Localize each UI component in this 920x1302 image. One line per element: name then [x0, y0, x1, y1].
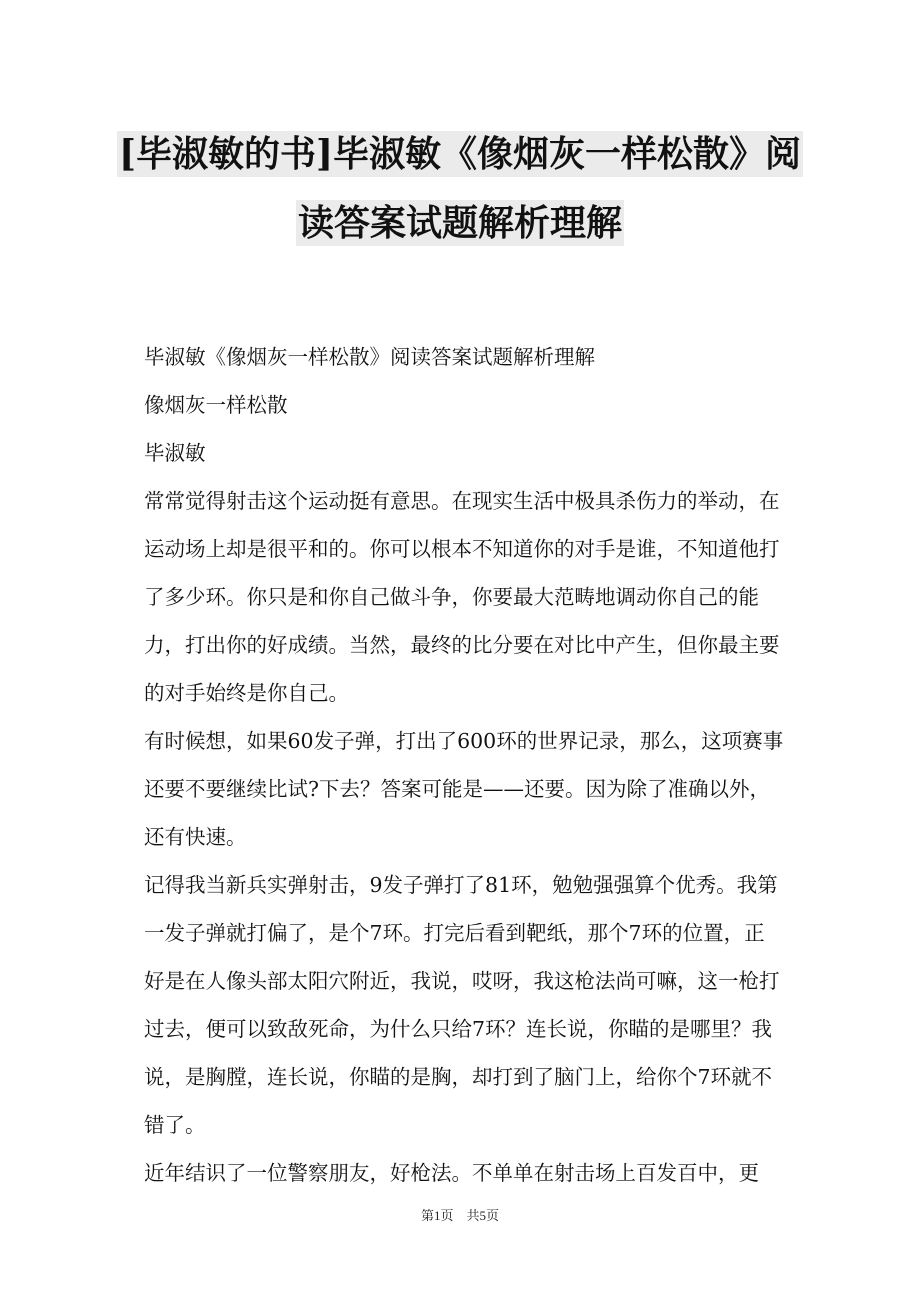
paragraph-body: 常常觉得射击这个运动挺有意思。在现实生活中极具杀伤力的举动，在运动场上却是很平和的。你可以根本不知道你的对手是谁，不知道他打了多少环。你只是和你自己做斗争，你要最大范畴地调动你自己的能力，打出你的好成绩。当然，最终的比分要在对比中产生，但你最主要的对手始终是你自己。	[144, 489, 780, 705]
document-title-line-2	[0, 201, 920, 245]
document-body	[144, 333, 784, 1197]
paragraph-body: 有时候想，如果60发子弹，打出了600环的世界记录，那么，这项赛事还要不要继续比试?下去？答案可能是——还要。因为除了准确以外，还有快速。	[144, 729, 784, 849]
paragraph-essay-title: 像烟灰一样松散	[144, 393, 288, 417]
document-title-text-1: [毕淑敏的书]毕淑敏《像烟灰一样松散》阅	[118, 133, 802, 175]
page-footer	[0, 1208, 920, 1224]
paragraph-body: 记得我当新兵实弹射击，9发子弹打了81环，勉勉强强算个优秀。我第一发子弹就打偏了，是个7环。打完后看到靶纸，那个7环的位置，正好是在人像头部太阳穴附近，我说，哎呀，我这枪法尚可嘛，这一枪打过去，便可以致敌死命，为什么只给7环？连长说，你瞄的是哪里？我说，是胸膛，连长说，你瞄的是胸，却打到了脑门上，给你个7环就不错了。	[144, 873, 780, 1137]
page-number: 第1页 共5页	[420, 1208, 499, 1223]
paragraph-author: 毕淑敏	[144, 441, 206, 465]
document-title-line-1	[0, 132, 920, 176]
document-title-text-2: 读答案试题解析理解	[297, 202, 622, 244]
paragraph-heading: 毕淑敏《像烟灰一样松散》阅读答案试题解析理解	[144, 345, 595, 369]
paragraph-body: 近年结识了一位警察朋友，好枪法。不单单在射击场上百发百中，更	[144, 1161, 759, 1185]
